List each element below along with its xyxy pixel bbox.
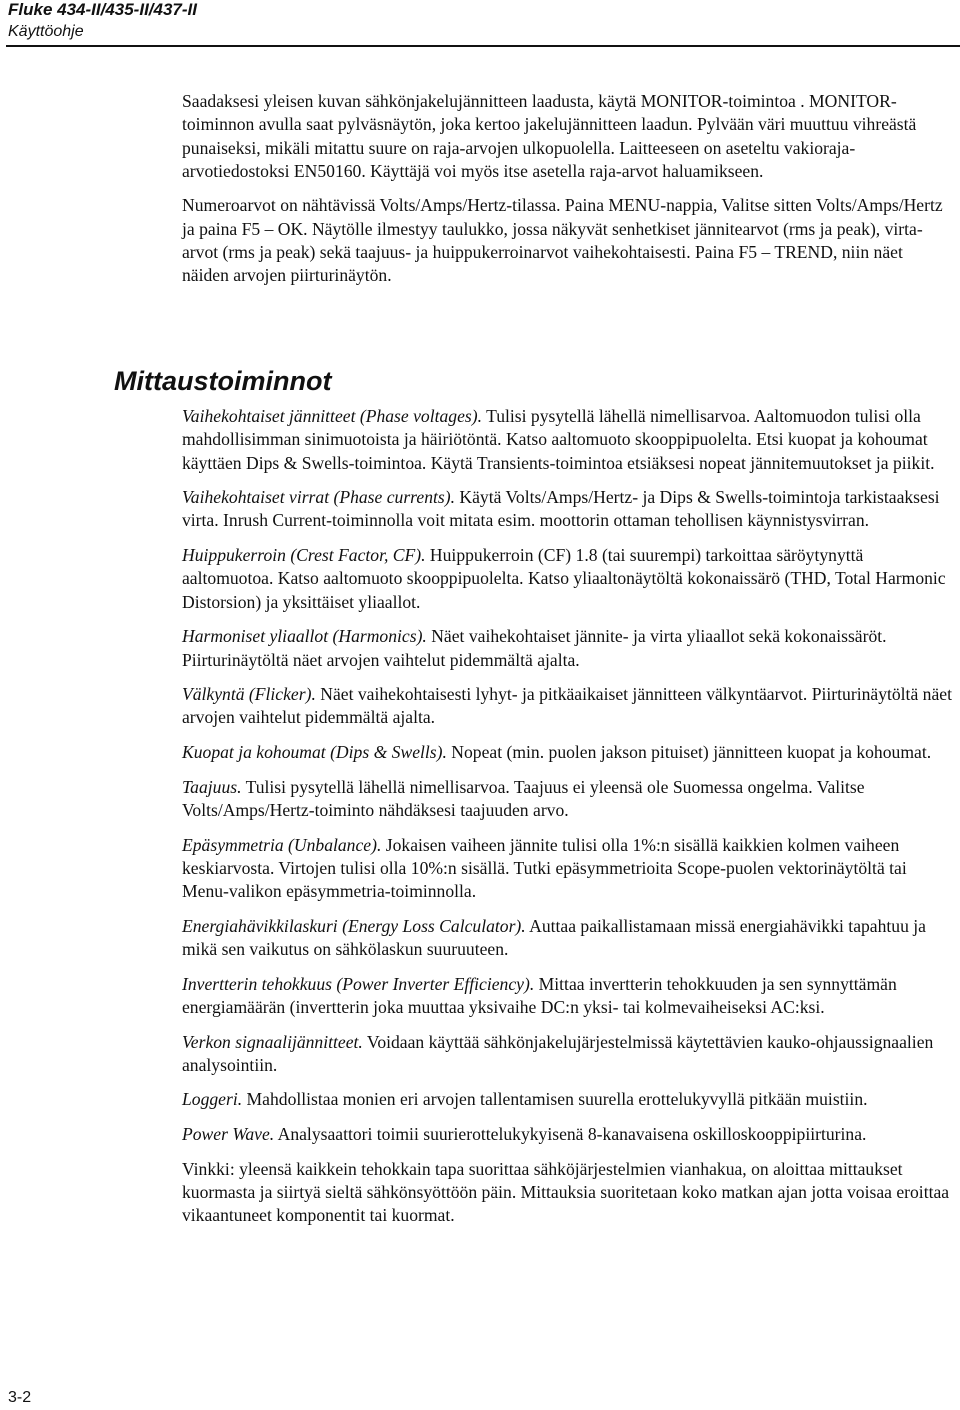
function-item — [182, 1088, 952, 1111]
intro-paragraph: Numeroarvot on nähtävissä Volts/Amps/Hertz-tilassa. Paina MENU-nappia, Valitse sitten Volts/Amps/Hertz ja paina F5 – OK. Näytölle ilmestyy taulukko, jossa näkyvät senhetkiset jännitearvot (rms ja peak), virta-arvot (rms ja peak) sekä taajuus- ja huippukerroinarvot vaihekohtaisesti. Paina F5 – TREND, niin näet näiden arvojen piirturinäytön. — [182, 195, 943, 286]
manual-subtitle: Käyttöohje — [8, 23, 84, 40]
manual-title: Fluke 434-II/435-II/437-II — [8, 0, 197, 19]
page-header — [8, 0, 197, 42]
measurement-functions-list — [182, 405, 952, 1239]
function-term: Välkyntä (Flicker). — [182, 684, 316, 705]
function-description: Auttaa paikallistamaan missä energiahävikki tapahtuu ja mikä sen vaikutus on sähkölaskun suuruuteen. — [182, 915, 926, 960]
function-item — [182, 915, 952, 962]
function-term: Invertterin tehokkuus (Power Inverter Efficiency). — [182, 973, 535, 994]
function-description: Mittaa invertterin tehokkuuden ja sen synnyttämän energiamäärän (invertterin joka muuttaa yksivaihe DC:n yksi- tai kolmevaiheiseksi AC:ksi. — [182, 973, 897, 1017]
function-item — [182, 741, 952, 764]
function-term: Loggeri. — [182, 1089, 243, 1110]
function-description: Tulisi pysytellä lähellä nimellisarvoa. Taajuus ei yleensä ole Suomessa ongelma. Valitse Volts/Amps/Hertz-toiminto nähdäksesi taajuuden arvo. — [182, 776, 865, 820]
header-divider — [6, 45, 960, 47]
function-item — [182, 625, 952, 672]
function-description: Voidaan käyttää sähkönjakelujärjestelmissä käytettävien kauko-ohjaussignaalien analysointiin. — [182, 1031, 934, 1075]
function-term: Vaihekohtaiset jännitteet (Phase voltages). — [182, 406, 482, 426]
function-item — [182, 1031, 952, 1078]
function-term: Kuopat ja kohoumat (Dips & Swells). — [182, 742, 447, 763]
function-term: Power Wave. — [182, 1123, 275, 1144]
function-item — [182, 776, 952, 823]
function-description: Käytä Volts/Amps/Hertz- ja Dips & Swells-toimintoja tarkistaaksesi virta. Inrush Current-toiminnolla voit mitata esim. moottorin ottaman tehollisen käynnistysvirran. — [182, 487, 940, 531]
function-term: Taajuus. — [182, 776, 242, 797]
function-term: Verkon signaalijännitteet. — [182, 1031, 363, 1052]
function-term: Harmoniset yliaallot (Harmonics). — [182, 626, 427, 647]
function-description: Tulisi pysytellä lähellä nimellisarvoa. Aaltomuodon tulisi olla mahdollisimman sinimuotoista ja häiriötöntä. Katso aaltomuoto skooppipuolelta. Etsi kuopat ja kohoumat käyttäen Dips & Swells-toimintoa. Käytä Transients-toimintoa etsiäksesi nopeat jännitemuutokset ja piikit. — [182, 406, 935, 473]
function-description: Nopeat (min. puolen jakson pituiset) jännitteen kuopat ja kohoumat. — [446, 742, 932, 763]
function-item — [182, 486, 952, 533]
function-item — [182, 405, 952, 475]
function-item — [182, 1123, 952, 1146]
function-item — [182, 683, 952, 730]
function-item — [182, 834, 952, 904]
intro-block — [182, 90, 952, 288]
function-item — [182, 973, 952, 1020]
function-description: Näet vaihekohtaisesti lyhyt- ja pitkäaikaiset jännitteen välkyntäarvot. Piirturinäytöltä näet arvojen vaihtelut pidemmältä ajalta. — [182, 684, 952, 728]
function-description: Analysaattori toimii suurierottelukykyisenä 8-kanavaisena oskilloskooppipiirturina. — [274, 1123, 867, 1144]
function-description: Jokaisen vaiheen jännite tulisi olla 1%:n sisällä kaikkien kolmen vaiheen keskiarvosta. Virtojen tulisi olla 10%:n sisällä. Tutki epäsymmetrioita Scope-puolen vektorinäytöltä tai Menu-valikon epäsymmetria-toiminnolla. — [182, 834, 907, 902]
function-term: Huippukerroin (Crest Factor, CF). — [182, 545, 426, 566]
function-description: Mahdollistaa monien eri arvojen tallentamisen suurella erottelukyvyllä pitkään muistiin. — [242, 1089, 868, 1110]
function-term: Energiahävikkilaskuri (Energy Loss Calculator). — [182, 915, 526, 936]
function-term: Epäsymmetria (Unbalance). — [182, 834, 382, 855]
intro-paragraph: Saadaksesi yleisen kuvan sähkönjakelujännitteen laadusta, käytä MONITOR-toimintoa . MONITOR-toiminnon avulla saat pylväsnäytön, joka kertoo jakelujännitteen laadun. Pylvään väri muuttuu vihreästä punaiseksi, mikäli mitattu suure on raja-arvojen ulkopuolella. Laitteeseen on aseteltu vakioraja-arvotiedostoksi EN50160. Käyttäjä voi myös itse asetella raja-arvot haluamikseen. — [182, 91, 917, 181]
function-term: Vaihekohtaiset virrat (Phase currents). — [182, 487, 455, 508]
tip-paragraph: Vinkki: yleensä kaikkein tehokkain tapa suorittaa sähköjärjestelmien vianhakua, on aloittaa mittaukset kuormasta ja siirtyä sieltä sähkönsyöttöön päin. Mittauksia suoritetaan koko matkan ajan jotta voisaa eroittaa vikaantuneet komponentit tai kuormat. — [182, 1158, 950, 1226]
function-description: Huippukerroin (CF) 1.8 (tai suurempi) tarkoittaa säröytynyttä aaltomuotoa. Katso aaltomuoto skooppipuolelta. Katso yliaaltonäytöltä kokonaissärö (THD, Total Harmonic Distorsion) ja yksittäiset yliaallot. — [182, 545, 946, 612]
function-item — [182, 544, 952, 614]
section-title: Mittaustoiminnot — [114, 366, 332, 396]
function-description: Näet vaihekohtaiset jännite- ja virta yliaallot sekä kokonaissäröt. Piirturinäytöltä näet arvojen vaihtelut pidemmältä ajalta. — [182, 626, 887, 670]
page-number: 3-2 — [8, 1389, 32, 1406]
